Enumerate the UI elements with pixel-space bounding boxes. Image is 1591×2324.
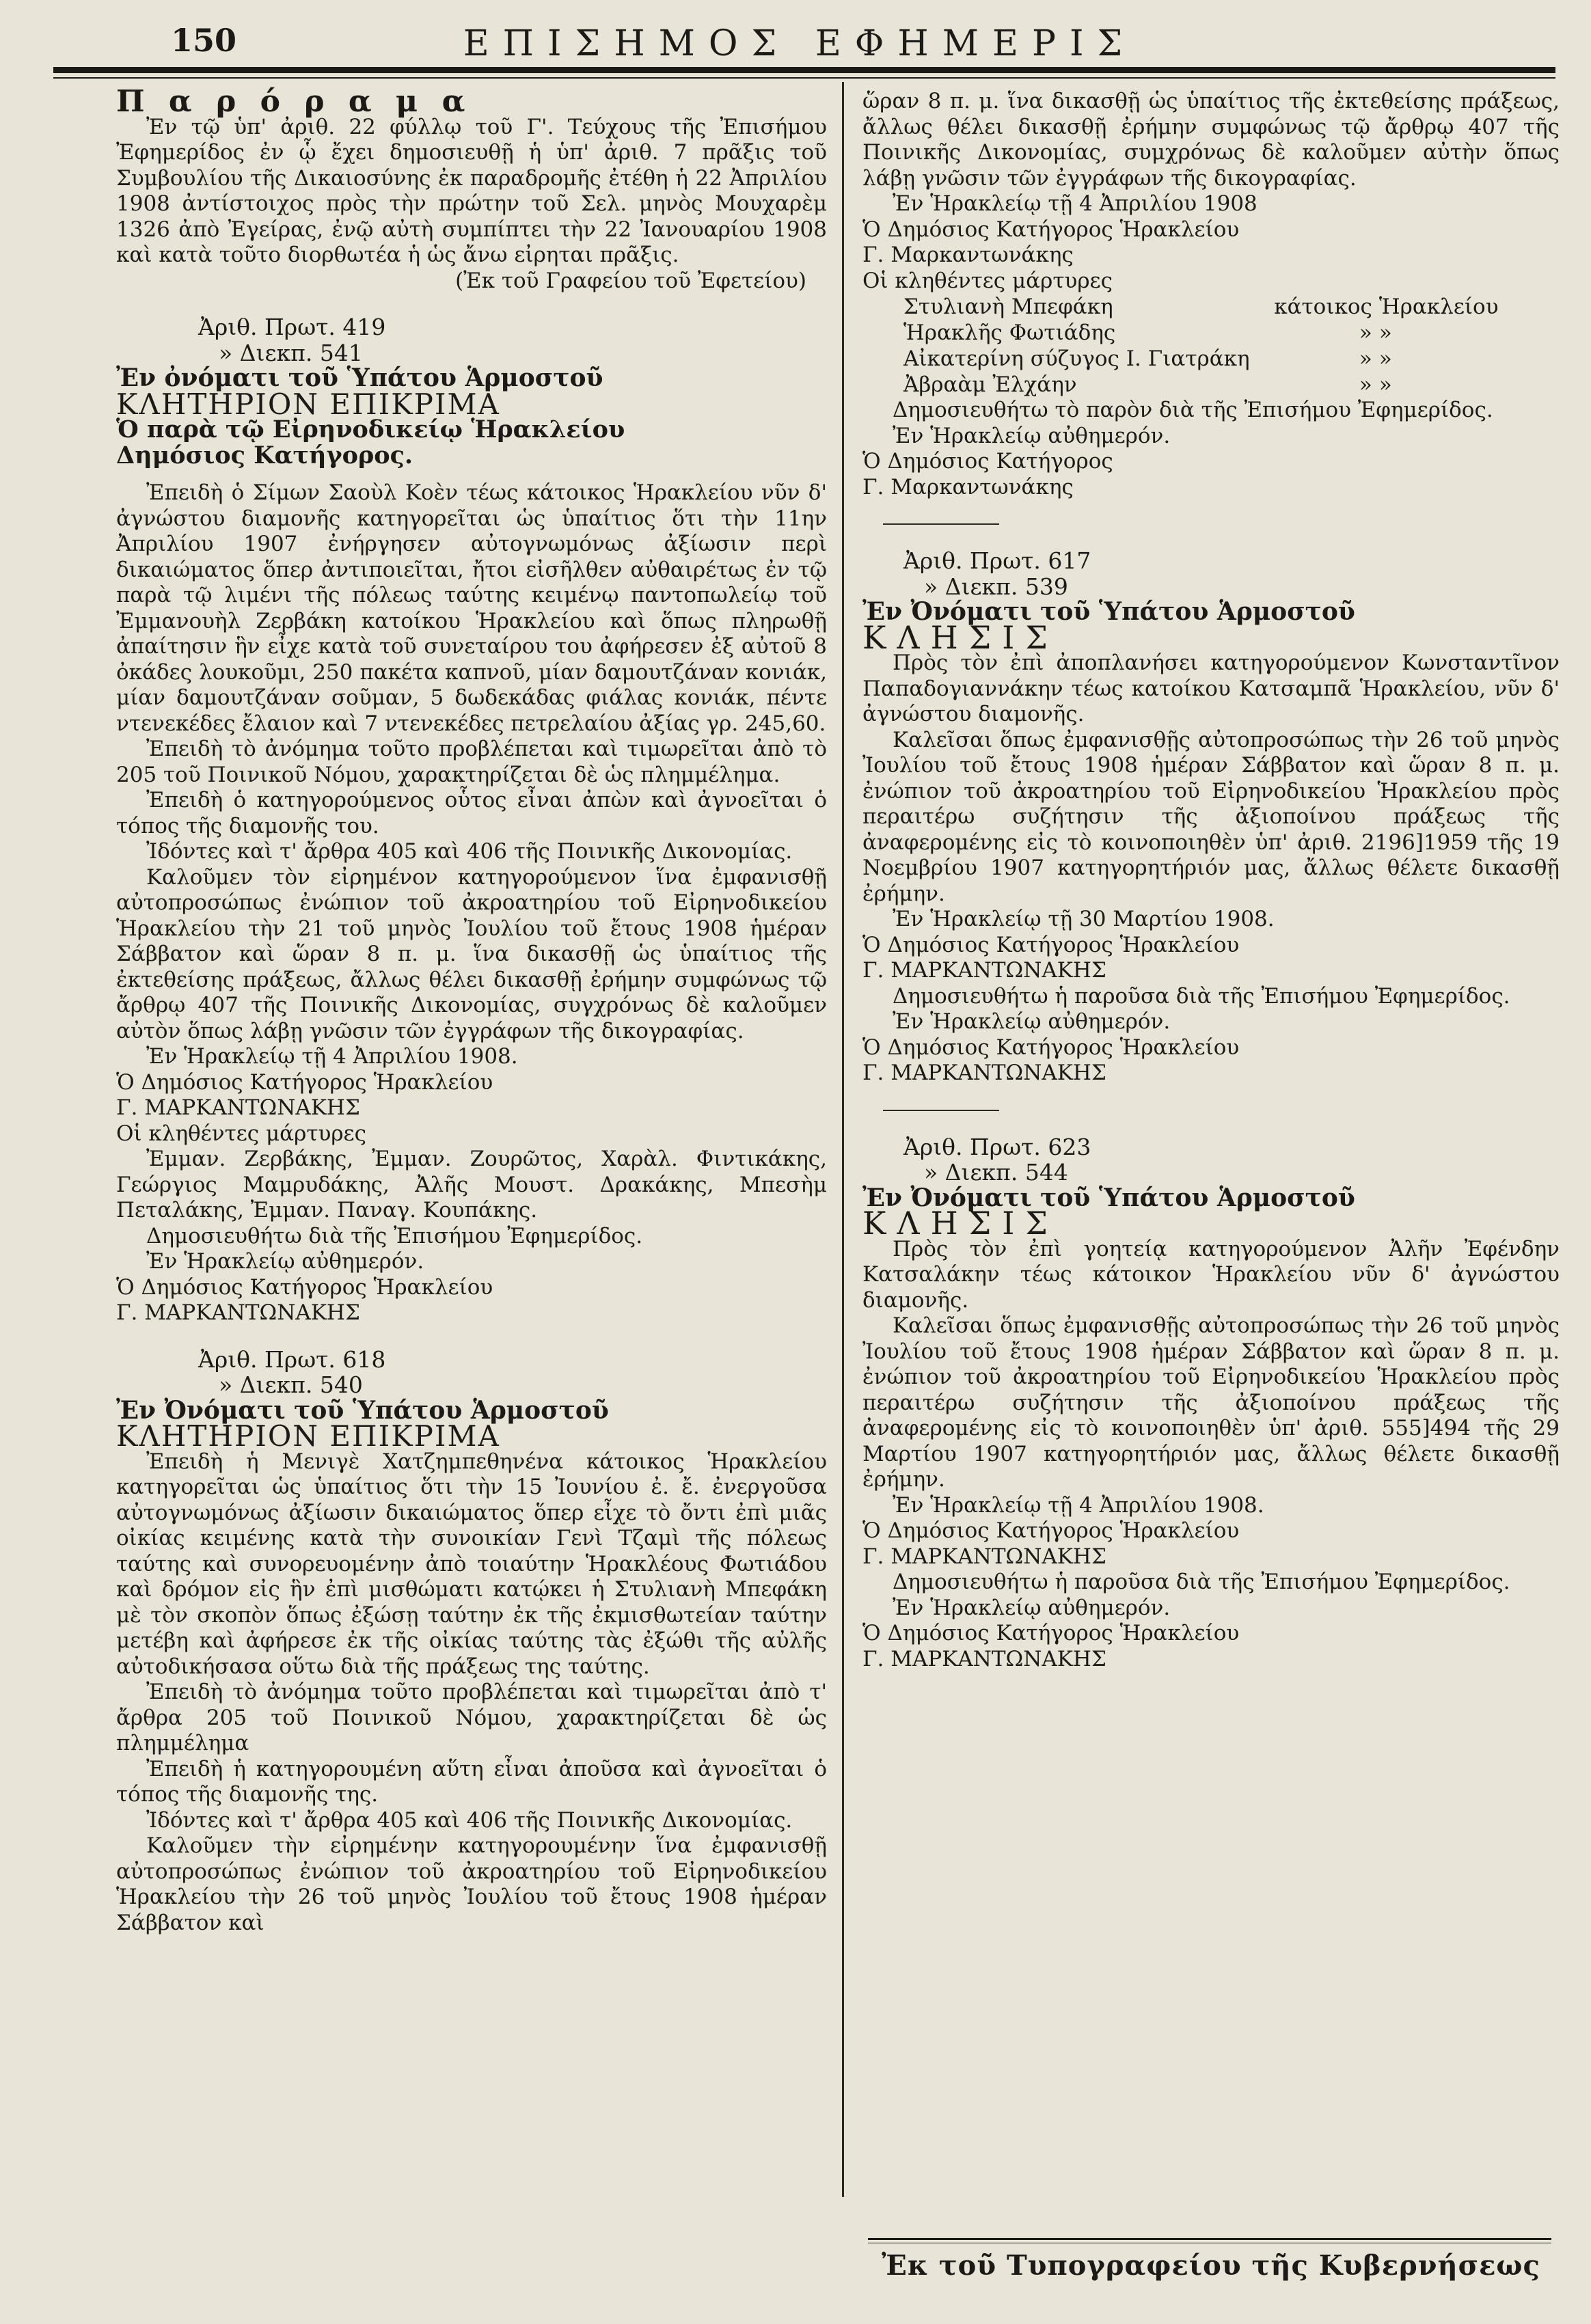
doc1-publish-order: Δημοσιευθήτω διὰ τῆς Ἐπισήμου Ἐφημερίδος. <box>146 1223 643 1248</box>
witness-name: Ἀβραὰμ Ἐλχάην <box>903 372 1077 397</box>
doc4-paragraph: Καλεῖσαι ὅπως ἐμφανισθῇς αὐτοπροσώπως τὴν 26 τοῦ μηνὸς Ἰουλίου τοῦ ἔτους 1908 ἡμέραν Σάββατον καὶ ὥραν 8 π. μ. ἐνώπιον τοῦ ἀκροατηρίου τοῦ Εἰρηνοδικείου Ἡρακλείου πρὸς περαιτέρω συζήτησιν τῆς ἀξιοποίνου πράξεως τῆς ἀναφερομένης εἰς τὸ κοινοποιηθὲν ὑπ' ἀριθ. 555]494 τῆς 29 Μαρτίου 1907 κατηγορητήριόν μας, ἄλλως θέλετε δικασθῇ ἐρήμην. <box>862 1313 1560 1492</box>
witness-place: » <box>1378 346 1392 371</box>
witness-place: » <box>1378 320 1392 345</box>
doc4-paragraph: Πρὸς τὸν ἐπὶ γοητείᾳ κατηγορούμενον Ἀλῆν Ἐφένδην Κατσαλάκην τέως κάτοικον Ἡρακλείου νῦν δ' ἀγνώστου διαμονῆς. <box>862 1236 1560 1313</box>
doc2-signature2-name: Γ. Μαρκαντωνάκης <box>862 474 1074 500</box>
doc2-paragraph: Καλοῦμεν τὴν εἰρημένην κατηγορουμένην ἵνα ἐμφανισθῇ αὐτοπροσώπως ἐνώπιον τοῦ ἀκροατηρίου τοῦ Εἰρηνοδικείου Ἡρακλείου τὴν 26 τοῦ μηνὸς Ἰουλίου τοῦ ἔτους 1908 ἡμέραν Σάββατον καὶ <box>116 1833 827 1935</box>
doc4-protocol-number: Ἀριθ. Πρωτ. 623 <box>903 1133 1091 1160</box>
doc2-protocol-number: Ἀριθ. Πρωτ. 618 <box>198 1345 386 1373</box>
witness-note: κάτοικος <box>1274 295 1372 319</box>
doc4-signature-title: Ὁ Δημόσιος Κατήγορος Ἡρακλείου <box>862 1518 1240 1543</box>
doc1-paragraph: Ἐπειδὴ ὁ Σίμων Σαοὺλ Κοὲν τέως κάτοικος Ἡρακλείου νῦν δ' ἀγνώστου διαμονῆς κατηγορεῖται ὡς ὑπαίτιος ὅτι τὴν 11ην Ἀπριλίου 1907 ἐνήργησεν αὐτογνωμόνως ἀξίωσιν περὶ δικαιώματος ὅπερ ἀντιποιεῖται, ἤτοι εἰσῆλθεν αὐθαιρέτως ἐν τῷ παρὰ τῷ λιμένι τῆς πόλεως ταύτης κειμένῳ παντοπωλείῳ τοῦ Ἐμμανουὴλ Ζερβάκη κατοίκου Ἡρακλείου καὶ ὅπως πληρωθῇ ἀπαίτησιν ἣν εἶχε κατὰ τοῦ συνεταίρου του ἀφήρεσεν ἐξ αὐτοῦ 8 ὀκάδες λουκοῦμι, 250 πακέτα καπνοῦ, μίαν δαμουτζάναν κονιάκ, μίαν δαμουτζάναν σοῦμαν, 5 δωδεκάδας φιάλας κονιάκ, πέντε ντενεκέδες ἔλαιον καὶ 7 ντενεκέδες πετρελαίου ἀξίας γρ. 245,60. <box>116 480 827 736</box>
witness-note: » <box>1359 346 1372 371</box>
page-header <box>41 14 1558 64</box>
doc1-court-line1: Ὁ παρὰ τῷ Εἰρηνοδικείῳ Ἡρακλείου <box>116 415 625 443</box>
doc3-invocation: Ἐν Ὀνόματι τοῦ Ὑπάτου Ἁρμοστοῦ <box>862 597 1355 626</box>
doc2-date: Ἐν Ἡρακλείῳ τῇ 4 Ἀπριλίου 1908 <box>893 191 1257 216</box>
left-column <box>116 84 827 1936</box>
doc1-date: Ἐν Ἡρακλείῳ τῇ 4 Ἀπριλίου 1908. <box>146 1044 518 1069</box>
footer-rule <box>868 2238 1551 2240</box>
errata-title: Π α ρ ό ρ α μ α <box>116 84 472 119</box>
witness-row <box>903 294 1505 320</box>
witness-row <box>903 372 1505 398</box>
witness-name: Αἰκατερίνη σύζυγος Ι. Γιατράκη <box>903 346 1250 371</box>
doc2-publish-order: Δημοσιευθήτω τὸ παρὸν διὰ τῆς Ἐπισήμου Ἐφημερίδος. <box>893 398 1493 422</box>
doc4-invocation: Ἐν Ὀνόματι τοῦ Ὑπάτου Ἁρμοστοῦ <box>862 1183 1355 1212</box>
witness-name: Ἡρακλῆς Φωτιάδης <box>903 320 1116 345</box>
witness-row <box>903 320 1505 346</box>
witness-note: » <box>1359 320 1372 345</box>
doc1-signature-title: Ὁ Δημόσιος Κατήγορος Ἡρακλείου <box>116 1069 493 1095</box>
doc1-witness-list: Ἐμμαν. Ζερβάκης, Ἐμμαν. Ζουρῶτος, Χαρὰλ. Φιντικάκης, Γεώργιος Μαμρυδάκης, Ἀλῆς Μουστ. Δρακάκης, Μπεσὴμ Πεταλάκης, Ἐμμαν. Παναγ. Κουπάκης. <box>116 1147 827 1222</box>
witness-row <box>903 346 1505 372</box>
doc4-publish-date: Ἐν Ἡρακλείῳ αὐθημερόν. <box>893 1595 1171 1620</box>
doc1-paragraph: Καλοῦμεν τὸν εἰρημένον κατηγορούμενον ἵνα ἐμφανισθῇ αὐτοπροσώπως ἐνώπιον τοῦ ἀκροατηρίου τοῦ Εἰρηνοδικείου Ἡρακλείου τὴν 21 τοῦ μηνὸς Ἰουλίου τοῦ ἔτους 1908 ἡμέραν Σάββατον καὶ ὥραν 8 π. μ. ἵνα δικασθῇ ὡς ὑπαίτιος τῆς ἐκτεθείσης πράξεως, ἄλλως θέλει δικασθῇ ἐρήμην συμφώνως τῷ ἄρθρῳ 407 τῆς Ποινικῆς Δικονομίας, συγχρόνως δὲ καλοῦμεν αὐτὸν ὅπως λάβῃ γνῶσιν τῶν ἐγγράφων τῆς δικογραφίας. <box>116 864 827 1043</box>
doc1-signature2-name: Γ. ΜΑΡΚΑΝΤΩΝΑΚΗΣ <box>116 1300 360 1325</box>
errata-source: (Ἐκ τοῦ Γραφείου τοῦ Ἐφετείου) <box>455 268 806 293</box>
doc2-paragraph: Ἰδόντες καὶ τ' ἄρθρα 405 καὶ 406 τῆς Ποινικῆς Δικονομίας. <box>146 1807 793 1833</box>
witness-name: Στυλιανὴ Μπεφάκη <box>903 295 1113 319</box>
doc1-title: ΚΛΗΤΗΡΙΟΝ ΕΠΙΚΡΙΜΑ <box>116 387 500 421</box>
doc2-title: ΚΛΗΤΗΡΙΟΝ ΕΠΙΚΡΙΜΑ <box>116 1419 500 1453</box>
doc2-paragraph: Ἐπειδὴ ἡ κατηγορουμένη αὕτη εἶναι ἀποῦσα καὶ ἀγνοεῖται ὁ τόπος τῆς διαμονῆς της. <box>116 1756 827 1807</box>
doc2-signature-name: Γ. Μαρκαντωνάκης <box>862 243 1074 267</box>
doc1-dispatch-number: » Διεκπ. 541 <box>219 339 363 366</box>
printer-imprint: Ἐκ τοῦ Τυπογραφείου τῆς Κυβερνήσεως <box>882 2250 1540 2282</box>
doc4-dispatch-number: » Διεκπ. 544 <box>924 1159 1068 1186</box>
witness-place: Ἡρακλείου <box>1378 295 1499 319</box>
doc1-paragraph: Ἐπειδὴ τὸ ἀνόμημα τοῦτο προβλέπεται καὶ τιμωρεῖται ἀπὸ τὸ 205 τοῦ Ποινικοῦ Νόμου, χαρακτηρίζεται δὲ ὡς πλημμέλημα. <box>116 737 827 787</box>
doc2-witness-table <box>903 294 1505 398</box>
doc1-witness-heading: Οἱ κληθέντες μάρτυρες <box>116 1121 366 1146</box>
doc4-title: ΚΛΗΣΙΣ <box>862 1205 1059 1242</box>
doc2-invocation: Ἐν Ὀνόματι τοῦ Ὑπάτου Ἁρμοστοῦ <box>116 1395 609 1425</box>
doc1-protocol-number: Ἀριθ. Πρωτ. 419 <box>198 314 386 340</box>
gazette-title: ΕΠΙΣΗΜΟΣ ΕΦΗΜΕΡΙΣ <box>463 23 1137 64</box>
doc3-paragraph: Καλεῖσαι ὅπως ἐμφανισθῇς αὐτοπροσώπως τὴν 26 τοῦ μηνὸς Ἰουλίου τοῦ ἔτους 1908 ἡμέραν Σάββατον καὶ ὥραν 8 π. μ. ἐνώπιον τοῦ ἀκροατηρίου τοῦ Εἰρηνοδικείου Ἡρακλείου πρὸς περαιτέρω συζήτησιν τῆς ἀξιοποίνου πράξεως τῆς ἀναφερομένης εἰς τὸ κοινοποιηθὲν ὑπ' ἀριθ. 2196]1959 τῆς 19 Νοεμβρίου 1907 κατηγορητήριόν μας, ἄλλως θέλετε δικασθῇ ἐρήμην. <box>862 727 1560 906</box>
doc3-paragraph: Πρὸς τὸν ἐπὶ ἀποπλανήσει κατηγορούμενον Κωνσταντῖνον Παπαδογιαννάκην τέως κατοίκου Κατσαμπᾶ Ἡρακλείου, νῦν δ' ἀγνώστου διαμονῆς. <box>862 651 1560 726</box>
doc3-date: Ἐν Ἡρακλείῳ τῇ 30 Μαρτίου 1908. <box>893 907 1275 931</box>
doc2-signature2-title: Ὁ Δημόσιος Κατήγορος <box>862 449 1113 474</box>
doc3-protocol-number: Ἀριθ. Πρωτ. 617 <box>903 547 1091 574</box>
right-column <box>862 89 1560 1672</box>
doc3-title: ΚΛΗΣΙΣ <box>862 618 1059 656</box>
doc2-publish-date: Ἐν Ἡρακλείῳ αὐθημερόν. <box>893 423 1171 448</box>
witness-place: » <box>1378 372 1392 397</box>
doc2-dispatch-number: » Διεκπ. 540 <box>219 1371 363 1398</box>
doc1-paragraph: Ἐπειδὴ ὁ κατηγορούμενος οὗτος εἶναι ἀπὼν καὶ ἀγνοεῖται ὁ τόπος τῆς διαμονῆς του. <box>116 788 827 838</box>
doc4-publish-order: Δημοσιευθήτω ἡ παροῦσα διὰ τῆς Ἐπισήμου Ἐφημερίδος. <box>893 1570 1510 1594</box>
column-divider <box>842 82 844 2197</box>
section-separator <box>883 1110 999 1111</box>
doc1-court-line2: Δημόσιος Κατήγορος. <box>116 441 413 469</box>
doc3-dispatch-number: » Διεκπ. 539 <box>924 573 1068 600</box>
doc2-paragraph: Ἐπειδὴ ἡ Μενιγὲ Χατζημπεθηνένα κάτοικος Ἡρακλείου κατηγορεῖται ὡς ὑπαίτιος ὅτι τὴν 15 Ἰουνίου ἐ. ἔ. ἐνεργοῦσα αὐτογνωμόνως ἀξίωσιν δικαιώματος ὅπερ εἶχε τὸ ὄντι ἐπὶ μιᾶς οἰκίας κειμένης κατὰ τὴν συνοικίαν Γενὶ Τζαμὶ τῆς πόλεως ταύτης καὶ συνορευομένην ἀπὸ τοιαύτην Ἡρακλέους Φωτιάδου καὶ δρόμον εἰς ἣν ἐπὶ μισθώματι κατῴκει ἡ Στυλιανὴ Μπεφάκη μὲ τὸν σκοπὸν ὅπως ἐξώσῃ ταύτην ἐκ τῆς ἐκμισθωτείαν ταύτην μετέβη καὶ ἀφήρεσε ἐκ τῆς οἰκίας ταύτης τὰς ἐξώθι τῆς αὐλῆς αὐτοδικήσασα οὕτω διὰ τῆς πράξεως της ταύτης. <box>116 1449 827 1679</box>
doc2-continuation: ὥραν 8 π. μ. ἵνα δικασθῇ ὡς ὑπαίτιος τῆς ἐκτεθείσης πράξεως, ἄλλως θέλει δικασθῇ ἐρήμην συμφώνως τῷ ἄρθρῳ 407 τῆς Ποινικῆς Δικονομίας, συμχρόνως δὲ καλοῦμεν αὐτὴν ὅπως λάβῃ γνῶσιν τῶν ἐγγράφων τῆς δικογραφίας. <box>862 89 1560 191</box>
doc4-signature2-title: Ὁ Δημόσιος Κατήγορος Ἡρακλείου <box>862 1621 1240 1645</box>
doc2-signature-title: Ὁ Δημόσιος Κατήγορος Ἡρακλείου <box>862 217 1240 242</box>
errata-text: Ἐν τῷ ὑπ' ἀριθ. 22 φύλλῳ τοῦ Γ'. Τεύχους τῆς Ἐπισήμου Ἐφημερίδος ἐν ᾧ ἔχει δημοσιευθῇ ἡ ὑπ' ἀριθ. 7 πρᾶξις τοῦ Συμβουλίου τῆς Δικαιοσύνης ἐκ παραδρομῆς ἐτέθη ἡ 22 Ἀπριλίου 1908 ἀντίστοιχος πρὸς τὴν πρώτην τοῦ Σελ. μηνὸς Μουχαρὲμ 1326 ἀπὸ Ἐγείρας, ἐνῷ αὐτὴ συμπίπτει τὴν 22 Ἰανουαρίου 1908 καὶ κατὰ τοῦτο διορθωτέα ἡ ὡς ἄνω εἰρηται πρᾶξις. <box>116 114 827 267</box>
doc3-signature-name: Γ. ΜΑΡΚΑΝΤΩΝΑΚΗΣ <box>862 958 1106 983</box>
doc1-publish-date: Ἐν Ἡρακλείῳ αὐθημερόν. <box>146 1249 424 1274</box>
doc1-invocation: Ἐν ὀνόματι τοῦ Ὑπάτου Ἁρμοστοῦ <box>116 364 603 392</box>
doc3-publish-order: Δημοσιευθήτω ἡ παροῦσα διὰ τῆς Ἐπισήμου Ἐφημερίδος. <box>893 983 1510 1009</box>
section-separator <box>883 523 999 525</box>
doc3-signature2-title: Ὁ Δημόσιος Κατήγορος Ἡρακλείου <box>862 1035 1240 1060</box>
doc3-signature2-name: Γ. ΜΑΡΚΑΝΤΩΝΑΚΗΣ <box>862 1061 1106 1085</box>
doc4-signature-name: Γ. ΜΑΡΚΑΝΤΩΝΑΚΗΣ <box>862 1544 1106 1569</box>
doc4-date: Ἐν Ἡρακλείῳ τῇ 4 Ἀπριλίου 1908. <box>893 1492 1264 1518</box>
doc3-signature-title: Ὁ Δημόσιος Κατήγορος Ἡρακλείου <box>862 932 1240 957</box>
header-rule-thick <box>53 67 1555 73</box>
doc1-signature-name: Γ. ΜΑΡΚΑΝΤΩΝΑΚΗΣ <box>116 1095 360 1120</box>
doc1-paragraph: Ἰδόντες καὶ τ' ἄρθρα 405 καὶ 406 τῆς Ποινικῆς Δικονομίας. <box>146 839 793 864</box>
header-rule-thin <box>53 77 1555 79</box>
doc2-witness-heading: Οἱ κληθέντες μάρτυρες <box>862 268 1113 293</box>
doc3-publish-date: Ἐν Ἡρακλείῳ αὐθημερόν. <box>893 1009 1171 1034</box>
witness-note: » <box>1359 372 1372 397</box>
doc1-signature2-title: Ὁ Δημόσιος Κατήγορος Ἡρακλείου <box>116 1274 493 1300</box>
doc2-paragraph: Ἐπειδὴ τὸ ἀνόμημα τοῦτο προβλέπεται καὶ τιμωρεῖται ἀπὸ τ' ἄρθρα 205 τοῦ Ποινικοῦ Νόμου, χαρακτηρίζεται δὲ ὡς πλημμέλημα <box>116 1680 827 1755</box>
page-number: 150 <box>171 22 237 59</box>
doc4-signature2-name: Γ. ΜΑΡΚΑΝΤΩΝΑΚΗΣ <box>862 1646 1106 1671</box>
